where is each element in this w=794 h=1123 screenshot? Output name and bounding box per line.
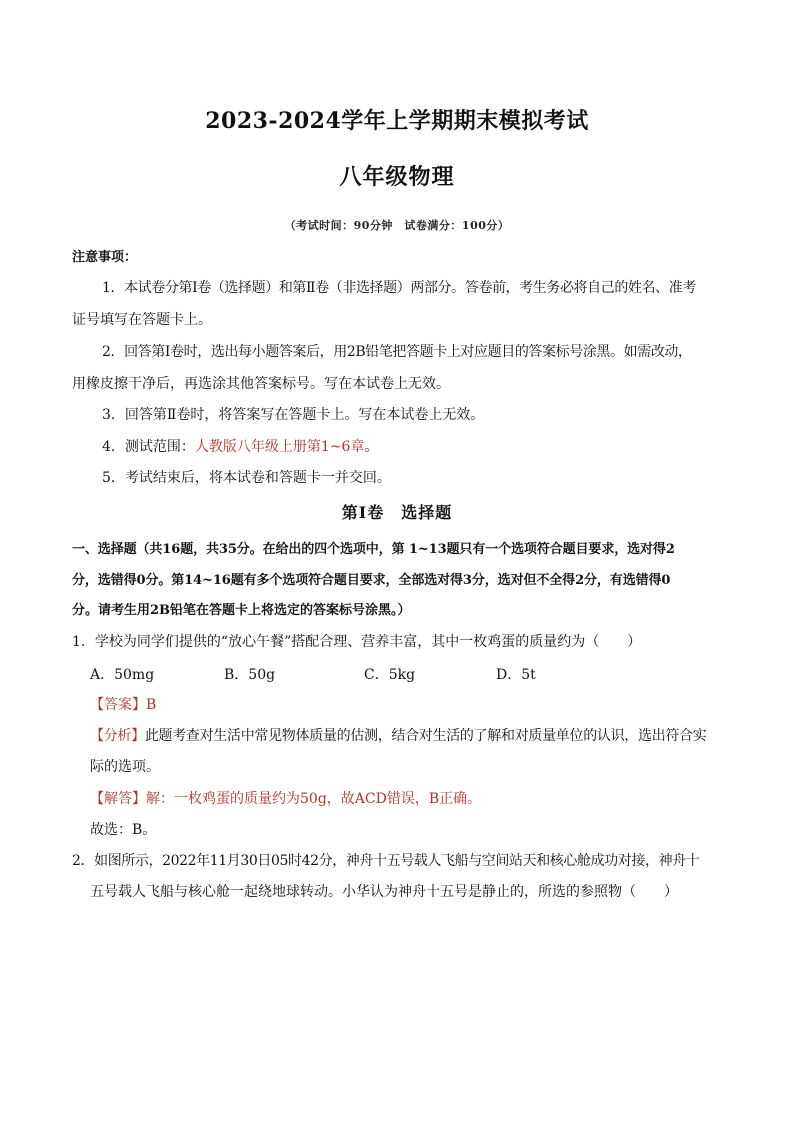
solution-text: 解：一枚鸡蛋的质量约为50g，故ACD错误，B正确。	[146, 791, 482, 807]
question-2-stem-line-2: 五号载人飞船与核心舱一起绕地球转动。小华认为神舟十五号是静止的，所选的参照物（ ）	[90, 884, 678, 900]
subject-title: 八年级物理	[339, 164, 455, 190]
question-1-option-a: A．50mg	[90, 667, 155, 683]
question-1-analysis-line-1	[90, 727, 707, 745]
section-instruction-line-3: 分。请考生用2B铅笔在答题卡上将选定的答案标号涂黑。）	[72, 603, 411, 618]
question-1-analysis-line-2: 际的选项。	[90, 759, 160, 775]
question-1-answer	[90, 696, 156, 714]
note-item-4-prefix: 4．测试范围：	[102, 439, 195, 455]
note-item-3: 3．回答第Ⅱ卷时，将答案写在答题卡上。写在本试卷上无效。	[102, 407, 485, 423]
question-1-solution	[90, 790, 481, 808]
section-instruction-line-2: 分，选错得0分。第14~16题有多个选项符合题目要求，全部选对得3分，选对但不全得2分，有选错得0	[72, 573, 671, 588]
question-2-stem-line-1: 2．如图所示，2022年11月30日05时42分，神舟十五号载人飞船与空间站天和核心舱成功对接，神舟十	[72, 853, 700, 869]
answer-value: B	[146, 697, 157, 713]
section-title: 第Ⅰ卷 选择题	[341, 503, 453, 522]
section-instruction-line-1: 一、选择题（共16题，共35分。在给出的四个选项中，第 1~13题只有一个选项符合题目要求，选对得2	[72, 542, 675, 557]
solution-tag: 【解答】	[90, 791, 146, 807]
question-1-option-c: C．5kg	[364, 667, 416, 683]
answer-tag: 【答案】	[90, 697, 146, 713]
question-1-stem: 1．学校为同学们提供的“放心午餐”搭配合理、营养丰富，其中一枚鸡蛋的质量约为（ ）	[72, 634, 642, 650]
question-1-conclusion: 故选：B。	[90, 822, 157, 838]
exam-title: 2023-2024学年上学期期末模拟考试	[205, 108, 589, 134]
note-item-1-line-2: 证号填写在答题卡上。	[72, 312, 212, 328]
note-item-1-line-1: 1．本试卷分第Ⅰ卷（选择题）和第Ⅱ卷（非选择题）两部分。答卷前，考生务必将自己的姓名、准考	[102, 280, 696, 296]
question-1-option-d: D．5t	[496, 667, 536, 683]
note-item-4-suffix: 。	[364, 439, 379, 455]
notes-heading: 注意事项：	[72, 250, 138, 265]
exam-info: （考试时间：90分钟 试卷满分：100分）	[284, 219, 510, 232]
note-item-4	[102, 438, 378, 456]
test-scope: 人教版八年级上册第1~6章	[194, 439, 365, 455]
analysis-tag: 【分析】	[90, 728, 145, 744]
analysis-text: 此题考查对生活中常见物体质量的估测，结合对生活的了解和对质量单位的认识，选出符合实	[144, 728, 707, 744]
question-1-option-b: B．50g	[224, 667, 276, 683]
note-item-5: 5．考试结束后，将本试卷和答题卡一并交回。	[102, 470, 391, 486]
note-item-2-line-2: 用橡皮擦干净后，再选涂其他答案标号。写在本试卷上无效。	[72, 376, 450, 392]
note-item-2-line-1: 2．回答第Ⅰ卷时，选出每小题答案后，用2B铅笔把答题卡上对应题目的答案标号涂黑。如需改动，	[102, 344, 692, 360]
